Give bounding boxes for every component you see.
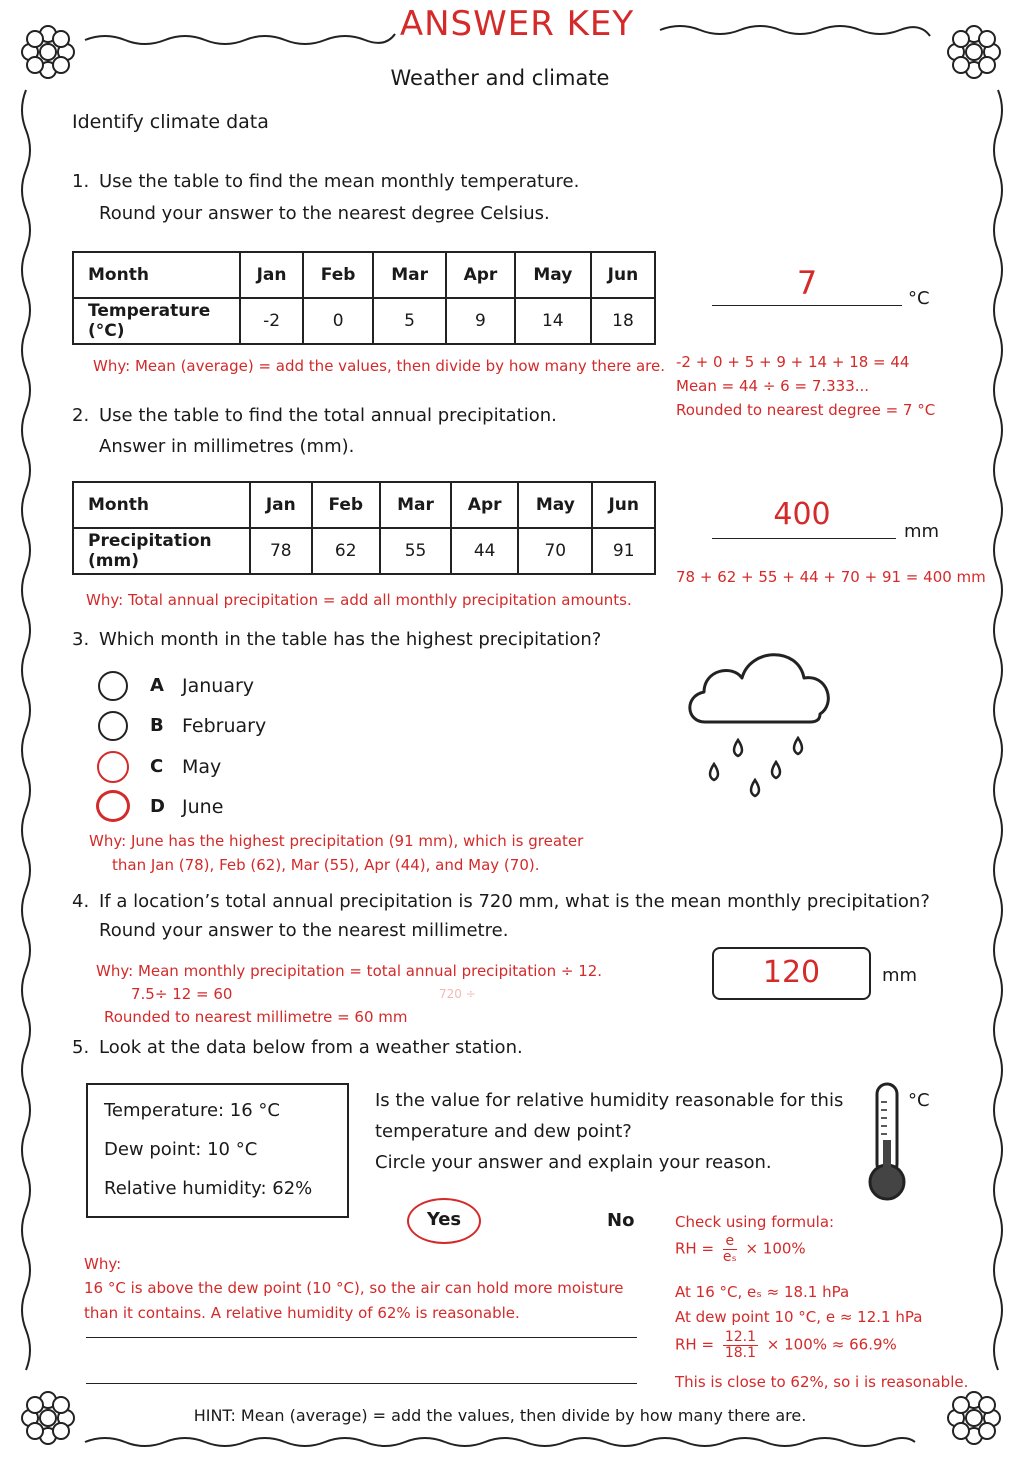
rh-tail: × 100% [745,1239,806,1258]
rh-formula [675,1234,806,1264]
e-line: At dew point 10 °C, e ≈ 12.1 hPa [675,1308,923,1326]
table-cell: 91 [592,528,655,574]
station-humidity: Relative humidity: 62% [104,1178,313,1199]
table-cell: 55 [380,528,451,574]
answer-line [86,1383,637,1384]
station-dew-point: Dew point: 10 °C [104,1139,258,1160]
table-row [73,482,655,528]
hint-text: HINT: Mean (average) = add the values, then divide by how many there are. [193,1406,807,1425]
table-cell: 70 [518,528,592,574]
no-option[interactable]: No [607,1210,635,1231]
option-d-radio[interactable] [96,790,130,822]
q4-calc: 7.5÷ 12 = 60 [131,985,233,1003]
q2-work: 78 + 62 + 55 + 44 + 70 + 91 = 400 mm [676,568,986,586]
q1-number: 1. [72,171,90,192]
table-row [73,298,655,344]
rh2-label: RH = [675,1335,715,1354]
q1-line2: Round your answer to the nearest degree Celsius. [99,203,550,224]
q4-answer: 120 [762,955,821,990]
q4-faint-text: 720 ÷ [439,987,476,1001]
option-d-text: June [182,796,224,818]
table-header-cell: May [515,252,591,298]
table-header-cell: Mar [380,482,451,528]
rh2-numerator: 12.1 [724,1329,756,1345]
rh-numerator: e [723,1234,737,1250]
table-cell: 78 [250,528,312,574]
table-header-cell: Apr [446,252,515,298]
q2-line2: Answer in millimetres (mm). [99,436,355,457]
table-header-cell: Jun [591,252,655,298]
precipitation-table [72,481,656,575]
q4-line2: Round your answer to the nearest millimetre. [99,920,509,941]
rh-label: RH = [675,1239,715,1258]
section-heading: Identify climate data [72,111,269,133]
flower-icon [944,22,1004,82]
formula-check-title: Check using formula: [675,1213,835,1231]
q5-why-line2: than it contains. A relative humidity of 62% is reasonable. [84,1304,520,1322]
flower-icon [18,22,78,82]
rh-calculation [675,1330,897,1360]
table-row [73,252,655,298]
q1-why: Why: Mean (average) = add the values, then divide by how many there are. [93,357,665,375]
thermometer-icon [862,1080,912,1204]
q1-work-1: -2 + 0 + 5 + 9 + 14 + 18 = 44 [676,353,910,371]
table-header-cell: May [518,482,592,528]
table-header-cell: Jan [250,482,312,528]
option-b-letter: B [150,715,164,736]
table-header-cell: Jun [592,482,655,528]
temperature-table [72,251,656,345]
option-a-text: January [182,675,255,697]
q2-number: 2. [72,405,90,426]
page-title: ANSWER KEY [399,4,635,44]
q2-why: Why: Total annual precipitation = add all monthly precipitation amounts. [86,591,632,609]
table-header-cell: Month [73,252,240,298]
rh2-tail: × 100% ≈ 66.9% [766,1335,897,1354]
table-row-label: Precipitation (mm) [73,528,250,574]
table-header-cell: Mar [373,252,446,298]
q3-why-line1: Why: June has the highest precipitation (91 mm), which is greater [89,832,584,850]
option-b-radio[interactable] [98,711,128,741]
thermometer-unit: °C [908,1090,930,1111]
table-cell: 9 [446,298,515,344]
option-c-letter: C [150,756,164,777]
q5-number: 5. [72,1037,90,1058]
q1-answer: 7 [796,264,818,302]
q4-rounded: Rounded to nearest millimetre = 60 mm [104,1008,408,1026]
station-temperature: Temperature: 16 °C [104,1100,281,1121]
answer-line [86,1337,637,1338]
table-header-cell: Feb [303,252,373,298]
q4-number: 4. [72,891,90,912]
q2-line1: Use the table to find the total annual precipitation. [99,405,557,426]
q1-work-2: Mean = 44 ÷ 6 = 7.333... [676,377,870,395]
table-cell: -2 [240,298,303,344]
table-cell: 62 [312,528,380,574]
q2-unit: mm [904,521,940,542]
option-a-letter: A [150,675,164,696]
q4-why: Why: Mean monthly precipitation = total annual precipitation ÷ 12. [96,962,603,980]
q5-prompt-1: Is the value for relative humidity reasonable for this [375,1090,844,1111]
table-cell: 44 [451,528,518,574]
rh2-denominator: 18.1 [724,1344,756,1361]
option-d-letter: D [150,796,165,817]
yes-option: Yes [426,1209,462,1230]
table-row [73,528,655,574]
q5-prompt-2: temperature and dew point? [375,1121,632,1142]
flower-icon [18,1388,78,1448]
q5-why-title: Why: [84,1255,122,1273]
table-header-cell: Feb [312,482,380,528]
q3-why-line2: than Jan (78), Feb (62), Mar (55), Apr (44), and May (70). [112,856,540,874]
table-cell: 5 [373,298,446,344]
table-cell: 18 [591,298,655,344]
rh-conclusion: This is close to 62%, so i is reasonable. [675,1373,969,1391]
cloud-rain-icon [680,640,840,805]
q3-question: Which month in the table has the highest precipitation? [99,629,602,650]
q1-work-3: Rounded to nearest degree = 7 °C [676,401,936,419]
table-cell: 0 [303,298,373,344]
q5-prompt-3: Circle your answer and explain your reason. [375,1152,772,1173]
q5-question: Look at the data below from a weather station. [99,1037,523,1058]
table-row-label: Temperature (°C) [73,298,240,344]
table-cell: 14 [515,298,591,344]
option-b-text: February [182,715,267,737]
q4-unit: mm [882,965,918,986]
rh-denominator: eₛ [722,1248,737,1265]
option-c-text: May [182,756,222,778]
q4-line1: If a location’s total annual precipitation is 720 mm, what is the mean monthly precipitation? [99,891,930,912]
q3-number: 3. [72,629,90,650]
option-a-radio[interactable] [98,671,128,701]
q1-answer-line [712,305,902,306]
q1-unit: °C [908,288,930,309]
q2-answer-line [712,538,896,539]
table-header-cell: Apr [451,482,518,528]
q5-why-line1: 16 °C is above the dew point (10 °C), so the air can hold more moisture [84,1279,624,1297]
es-line: At 16 °C, eₛ ≈ 18.1 hPa [675,1283,850,1301]
flower-icon [944,1388,1004,1448]
page-subtitle: Weather and climate [390,66,610,90]
q1-line1: Use the table to find the mean monthly temperature. [99,171,580,192]
q2-answer: 400 [773,497,831,532]
table-header-cell: Month [73,482,250,528]
option-c-radio[interactable] [97,751,129,783]
table-header-cell: Jan [240,252,303,298]
